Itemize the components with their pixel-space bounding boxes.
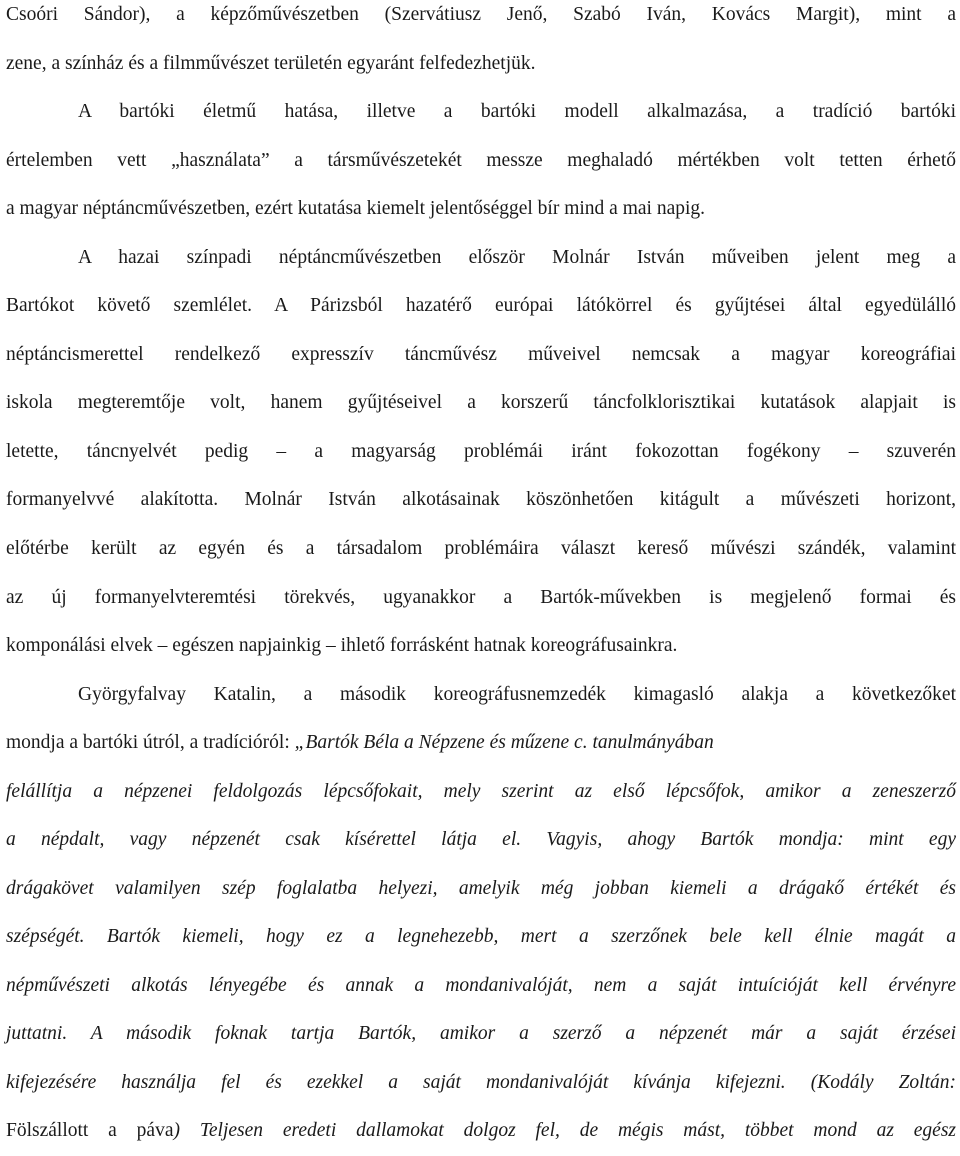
quote-run: ) Teljesen eredeti dallamokat dolgoz fel, de mégis mást, többet mond az egész xyxy=(173,1120,956,1141)
text-line-1 xyxy=(6,2,956,28)
text-line-22 xyxy=(6,1021,956,1047)
text-run: Bartókot követő szemlélet. A Párizsból hazatérő európai látókörrel és gyűjtései által egyedülálló xyxy=(6,295,956,316)
text-line-20 xyxy=(6,924,956,950)
quote-run: felállítja a népzenei feldolgozás lépcsőfokait, mely szerint az első lépcsőfok, amikor a zeneszerző xyxy=(6,781,956,802)
text-line-13 xyxy=(6,585,956,611)
text-run: az új formanyelvteremtési törekvés, ugyanakkor a Bartók-művekben is megjelenő formai és xyxy=(6,587,956,608)
quote-run: a népdalt, vagy népzenét csak kísérettel látja el. Vagyis, ahogy Bartók mondja: mint egy xyxy=(6,829,956,850)
text-run: néptáncismerettel rendelkező expresszív táncművész műveivel nemcsak a magyar koreográfiai xyxy=(6,344,956,365)
text-run: formanyelvvé alakította. Molnár István alkotásainak köszönhetően kitágult a művészeti horizont, xyxy=(6,489,956,510)
text-line-8 xyxy=(6,342,956,368)
text-line-16 xyxy=(6,730,956,756)
quote-run: juttatni. A második foknak tartja Bartók, amikor a szerző a népzenét már a saját érzései xyxy=(6,1023,956,1044)
text-line-12 xyxy=(6,536,956,562)
quote-run: népművészeti alkotás lényegébe és annak a mondanivalóját, nem a saját intuícióját kell érvényre xyxy=(6,975,956,996)
text-line-4 xyxy=(6,148,956,174)
text-run: komponálási elvek – egészen napjainkig – ihlető forrásként hatnak koreográfusainkra. xyxy=(6,635,678,656)
text-line-14 xyxy=(6,633,956,659)
text-line-11 xyxy=(6,487,956,513)
text-run: mondja a bartóki útról, a tradícióról: xyxy=(6,732,295,753)
text-run: értelemben vett „használata” a társművészetekét messze meghaladó mértékben volt tetten érhető xyxy=(6,150,956,171)
text-line-10 xyxy=(6,439,956,465)
text-line-15 xyxy=(78,682,956,708)
quote-run: drágakövet valamilyen szép foglalatba helyezi, amelyik még jobban kiemeli a drágakő értékét és xyxy=(6,878,956,899)
text-line-24 xyxy=(6,1118,956,1144)
text-line-23 xyxy=(6,1070,956,1096)
text-line-9 xyxy=(6,390,956,416)
text-line-7 xyxy=(6,293,956,319)
text-line-21 xyxy=(6,973,956,999)
text-line-18 xyxy=(6,827,956,853)
text-run: iskola megteremtője volt, hanem gyűjtéseivel a korszerű táncfolklorisztikai kutatások alapjait is xyxy=(6,392,956,413)
text-run: zene, a színház és a filmművészet területén egyaránt felfedezhetjük. xyxy=(6,53,536,74)
quote-run: szépségét. Bartók kiemeli, hogy ez a legnehezebb, mert a szerzőnek bele kell élnie magát a xyxy=(6,926,956,947)
text-run: a magyar néptáncművészetben, ezért kutatása kiemelt jelentőséggel bír mind a mai napig. xyxy=(6,198,706,219)
text-line-19 xyxy=(6,876,956,902)
quote-run: „Bartók Béla a Népzene és műzene c. tanulmányában xyxy=(294,732,714,753)
text-run: Csoóri Sándor), a képzőművészetben (Szervátiusz Jenő, Szabó Iván, Kovács Margit), mint a xyxy=(6,4,956,25)
text-run: Fölszállott a páva xyxy=(6,1120,174,1141)
text-run: előtérbe került az egyén és a társadalom problémáira választ kereső művészi szándék, valamint xyxy=(6,538,956,559)
text-line-3 xyxy=(78,99,956,125)
text-line-2 xyxy=(6,51,956,77)
text-run: letette, táncnyelvét pedig – a magyarság problémái iránt fokozottan fogékony – szuverén xyxy=(6,441,956,462)
text-line-5 xyxy=(6,196,956,222)
text-run: A bartóki életmű hatása, illetve a bartóki modell alkalmazása, a tradíció bartóki xyxy=(78,101,956,122)
quote-run: kifejezésére használja fel és ezekkel a saját mondanivalóját kívánja kifejezni. (Kodály Zoltán: xyxy=(6,1072,956,1093)
text-run: Györgyfalvay Katalin, a második koreográfusnemzedék kimagasló alakja a következőket xyxy=(78,684,956,705)
text-line-17 xyxy=(6,779,956,805)
text-line-6 xyxy=(78,245,956,271)
text-run: A hazai színpadi néptáncművészetben először Molnár István műveiben jelent meg a xyxy=(78,247,956,268)
